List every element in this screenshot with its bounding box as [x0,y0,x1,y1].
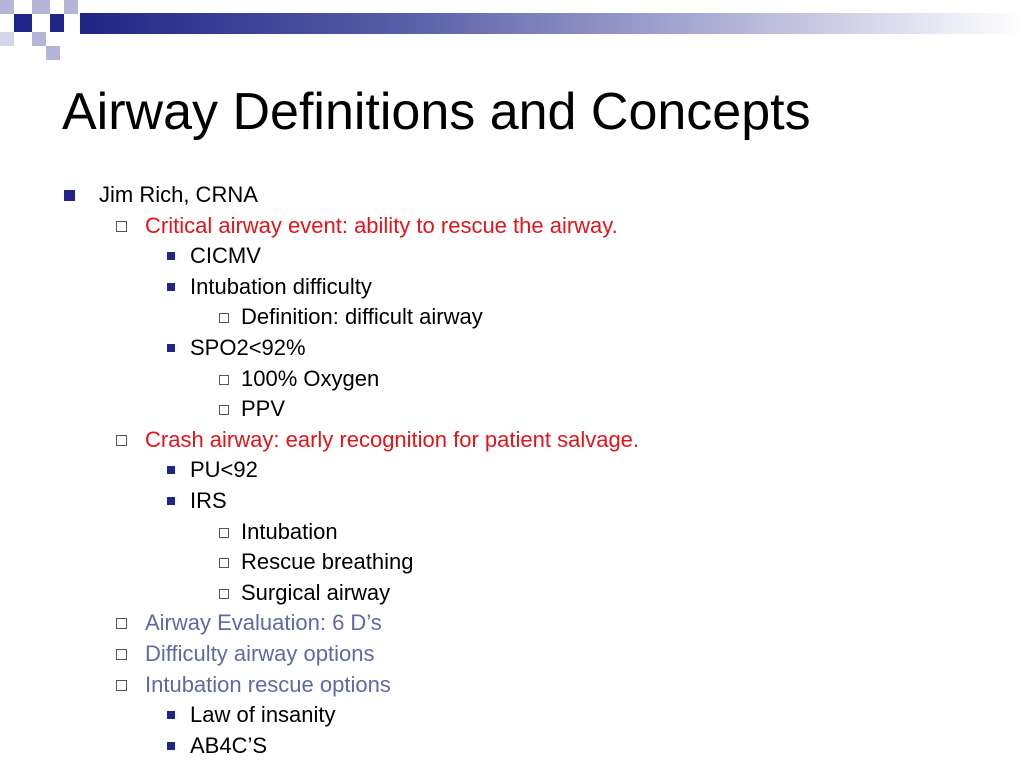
hollow-square-bullet-icon [116,221,127,232]
hollow-square-bullet-icon [219,589,229,599]
outline-item-level4 [0,578,1024,608]
outline-item-level3 [0,731,1024,761]
decor-square [14,14,32,32]
outline-item-level3 [0,700,1024,730]
hollow-square-bullet-icon [219,313,229,323]
decor-square [32,0,50,14]
outline-item-level3 [0,272,1024,302]
hollow-square-bullet-icon [116,649,127,660]
decor-square [0,0,14,14]
outline-item-text: Rescue breathing [241,549,414,575]
hollow-square-bullet-icon [219,528,229,538]
hollow-square-bullet-icon [116,618,127,629]
outline-item-text: PU<92 [190,457,258,483]
outline-item-text: Difficulty airway options [145,641,375,666]
outline-item-level3 [0,486,1024,516]
outline-item-text: Intubation difficulty [190,273,372,299]
outline-item-level4 [0,394,1024,424]
outline-item-level1 [0,180,1024,210]
outline-item-text: Surgical airway [241,579,391,605]
outline-item-text: CICMV [190,243,261,269]
outline-item-level4 [0,517,1024,547]
decor-square [64,0,78,14]
outline-item-text: SPO2<92% [190,335,306,360]
outline-item-level2 [0,211,1024,241]
hollow-square-bullet-icon [219,558,229,568]
outline-item-level2 [0,608,1024,638]
hollow-square-bullet-icon [219,405,229,415]
outline-item-text: PPV [241,396,286,422]
hollow-square-bullet-icon [219,375,229,385]
outline-item-level4 [0,302,1024,332]
slide-title: Airway Definitions and Concepts [62,83,811,141]
decor-square [50,14,64,32]
header-decoration [0,0,1024,60]
outline-item-level4 [0,364,1024,394]
outline-item-level4 [0,547,1024,577]
decor-square [32,32,46,46]
hollow-square-bullet-icon [116,680,127,691]
filled-square-bullet-icon [167,283,175,291]
hollow-square-bullet-icon [116,435,127,446]
outline-item-text: AB4C’S [190,732,268,758]
outline-item-text: IRS [190,488,227,513]
outline-item-text: Law of insanity [190,702,336,728]
outline-item-text: Crash airway: early recognition for patient salvage. [145,426,640,452]
outline-item-level3 [0,333,1024,363]
outline-item-level3 [0,455,1024,485]
decor-square [0,32,14,46]
outline-item-text: Critical airway event: ability to rescue the airway. [145,212,618,238]
filled-square-bullet-icon [167,466,175,474]
filled-square-bullet-icon [167,742,175,750]
outline-item-level2 [0,425,1024,455]
filled-square-bullet-icon [167,711,175,719]
outline-item-text: 100% Oxygen [241,365,380,391]
title-gradient-bar [80,13,1024,34]
outline-item-text: Airway Evaluation: 6 D’s [145,610,382,636]
outline-item-level3 [0,241,1024,271]
outline-item-text: Intubation [241,518,338,544]
outline-item-text: Definition: difficult airway [241,304,483,330]
filled-square-bullet-icon [167,344,175,352]
outline-item-level2 [0,639,1024,669]
outline-item-level2 [0,670,1024,700]
filled-square-bullet-icon [167,252,175,260]
filled-square-bullet-icon [167,497,175,505]
outline-item-text: Intubation rescue options [145,671,391,697]
decor-square [46,46,60,60]
outline-item-text: Jim Rich, CRNA [99,182,258,207]
filled-square-bullet-icon [64,190,75,201]
